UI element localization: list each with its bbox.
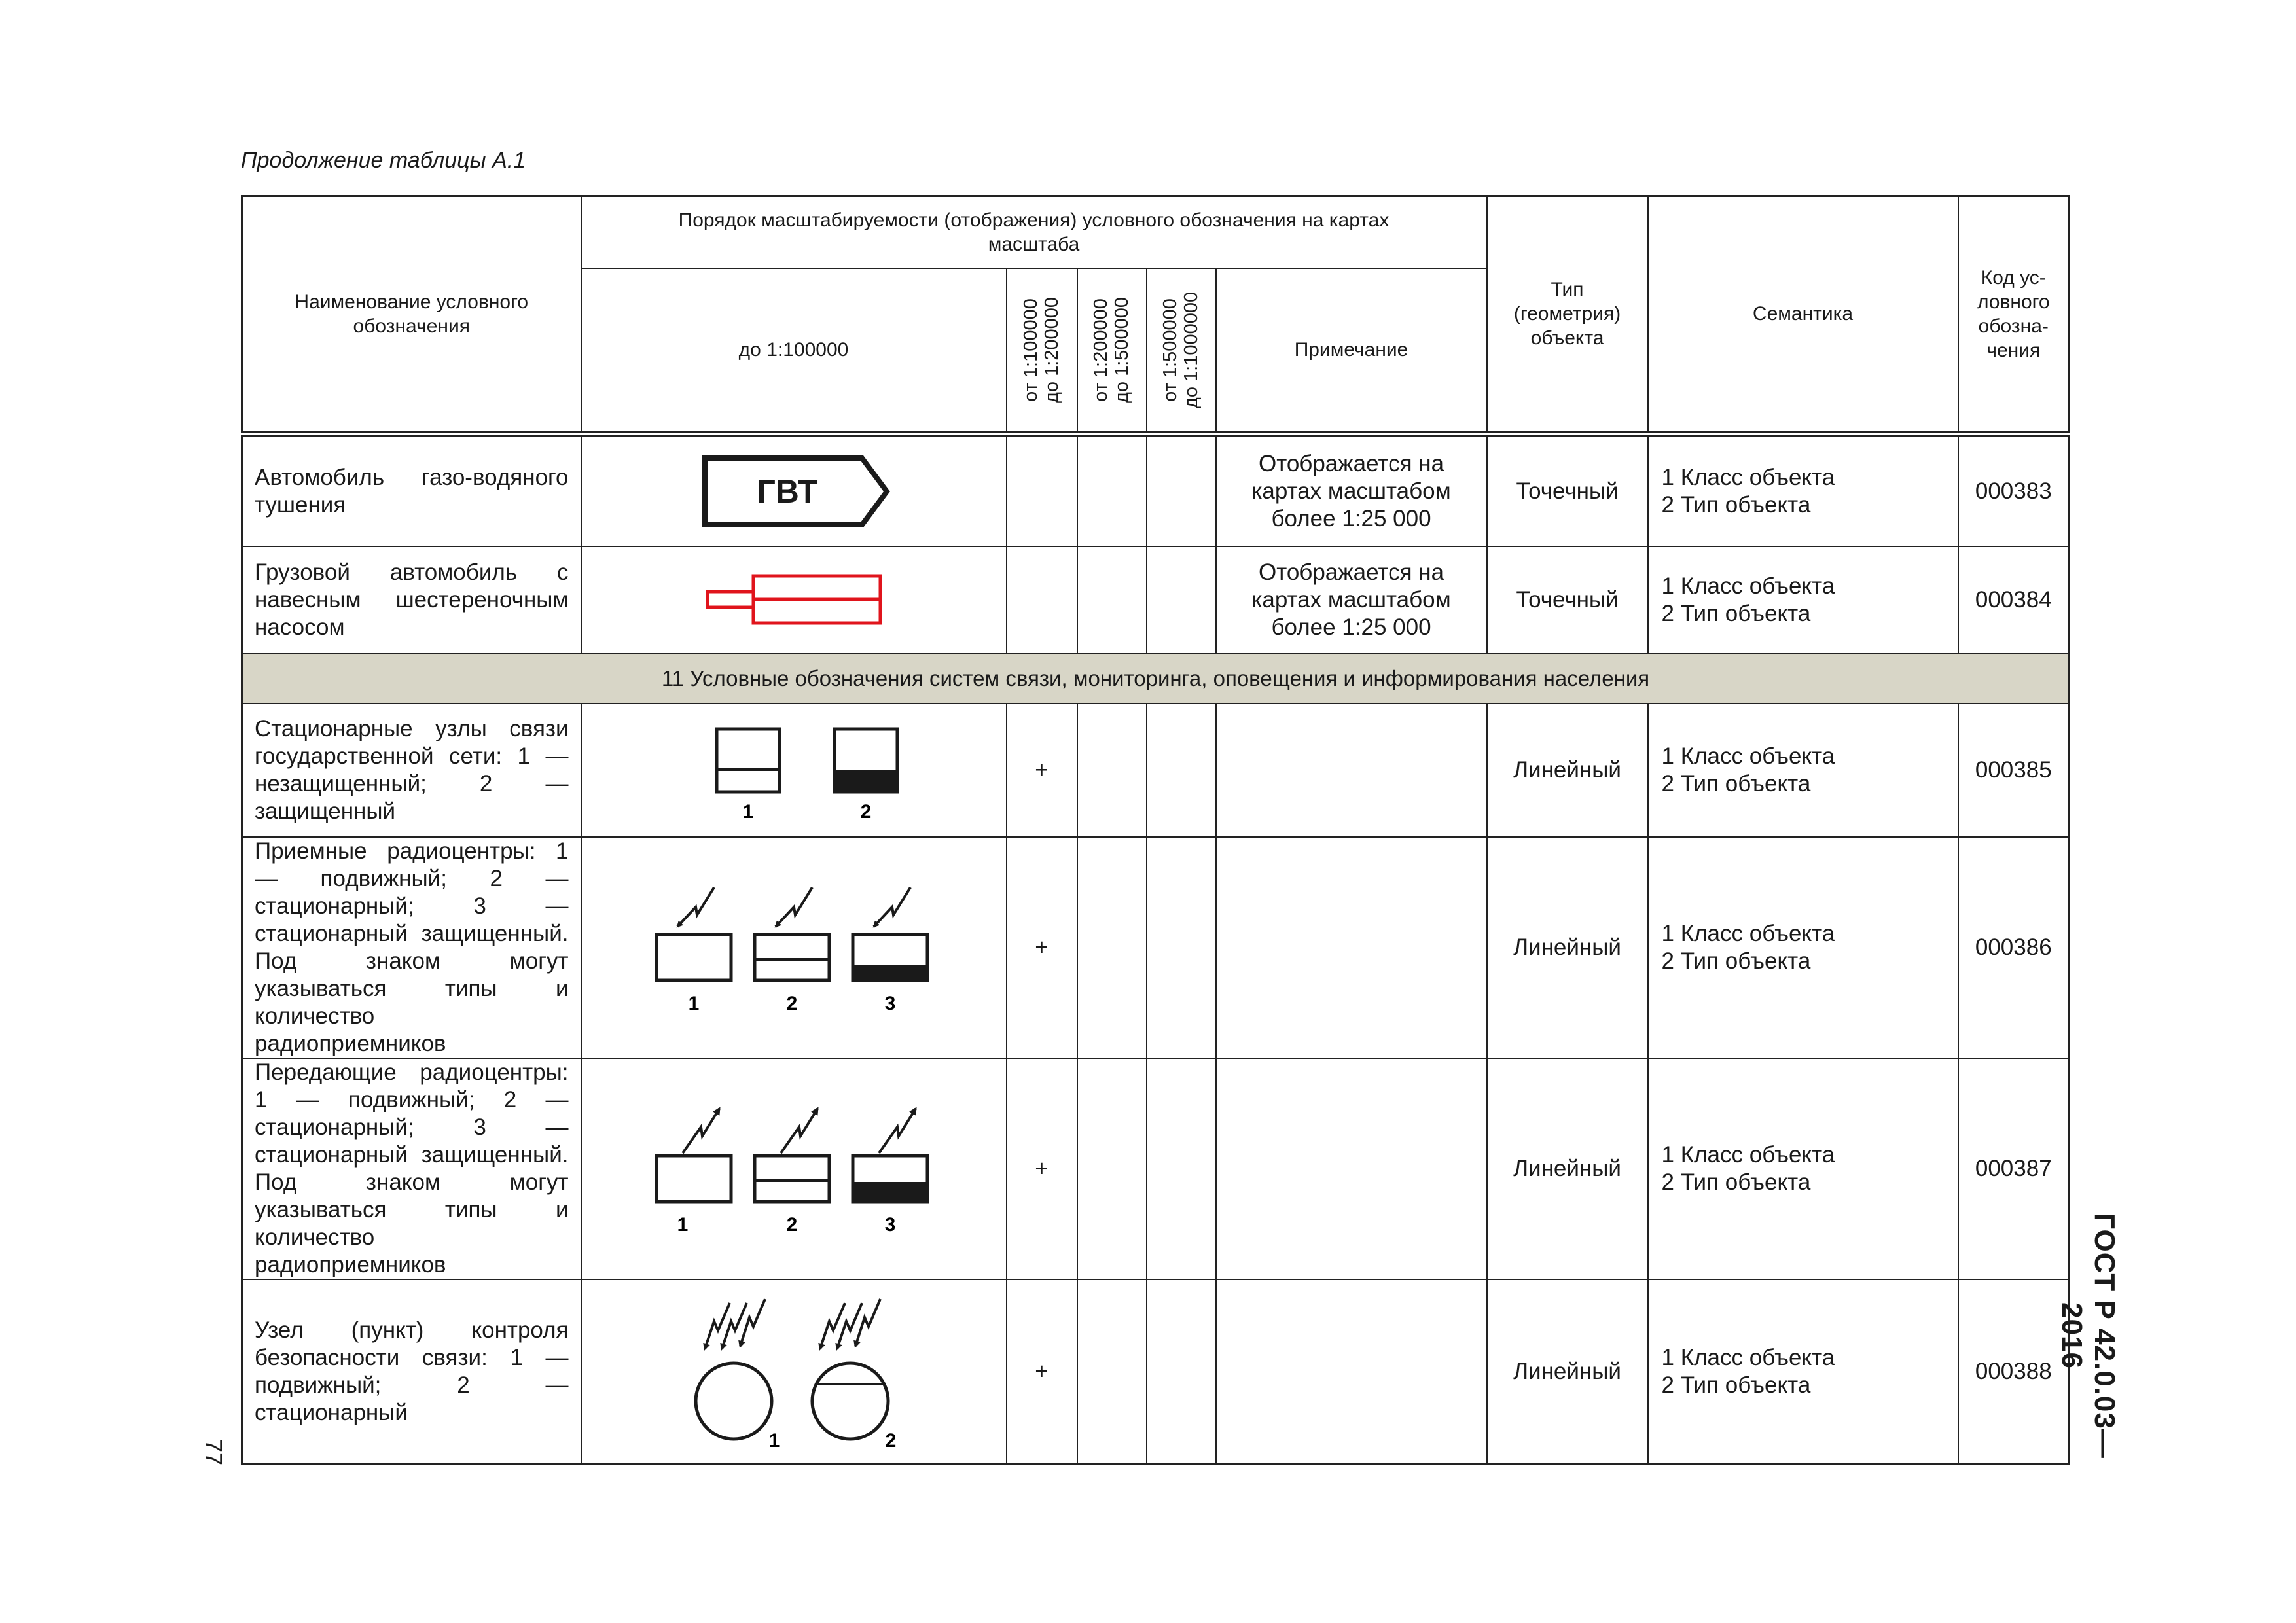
row-code: 000387: [1958, 1058, 2070, 1279]
header-scale-200000: от 1:100000 до 1:200000: [1007, 268, 1077, 435]
table-row: [242, 704, 2070, 837]
row-semantics: 1 Класс объекта 2 Тип объекта: [1648, 1058, 1958, 1279]
scale-cell: [1077, 434, 1147, 546]
row-name: Стационарные узлы связи государственной сети: 1 — незащищенный; 2 — защищенный: [242, 704, 581, 837]
row-note: [1216, 704, 1487, 837]
row-semantics: 1 Класс объекта 2 Тип объекта: [1648, 837, 1958, 1058]
svg-text:1: 1: [768, 1429, 780, 1452]
svg-text:2: 2: [860, 801, 871, 823]
scale-cell: [1007, 434, 1077, 546]
section-title: 11 Условные обозначения систем связи, мониторинга, оповещения и информирования населения: [242, 654, 2070, 704]
row-type: Линейный: [1487, 704, 1648, 837]
scale-cell: [1007, 546, 1077, 654]
pump-truck-icon: [581, 546, 1007, 654]
table-row: [242, 546, 2070, 654]
header-code: Код ус-ловного обозна-чения: [1958, 196, 2070, 435]
row-name: Узел (пункт) контроля безопасности связи: 1 — подвижный; 2 — стационарный: [242, 1279, 581, 1464]
svg-text:2: 2: [885, 1429, 896, 1452]
security-control-icon: [581, 1279, 1007, 1464]
svg-text:3: 3: [884, 993, 895, 1014]
scale-cell: [1147, 1058, 1216, 1279]
receiving-radio-icon: [581, 837, 1007, 1058]
scale-cell: +: [1007, 1058, 1077, 1279]
row-semantics: 1 Класс объекта 2 Тип объекта: [1648, 434, 1958, 546]
header-note: Примечание: [1216, 268, 1487, 435]
scale-cell: [1077, 1279, 1147, 1464]
table-row: [242, 837, 2070, 1058]
scale-cell: +: [1007, 1279, 1077, 1464]
comm-node-icon: [581, 704, 1007, 837]
scale-cell: [1077, 1058, 1147, 1279]
header-scale-1000000: от 1:500000 до 1:1000000: [1147, 268, 1216, 435]
row-semantics: 1 Класс объекта 2 Тип объекта: [1648, 704, 1958, 837]
gvt-vehicle-icon: [581, 434, 1007, 546]
svg-text:ГВТ: ГВТ: [756, 473, 818, 510]
scale-cell: [1147, 837, 1216, 1058]
row-name: Передающие радиоцентры: 1 — подвижный; 2 — стационарный; 3 — стационарный защищенный. Под знаком могут указываться типы и количество радиоприемников: [242, 1058, 581, 1279]
scale-cell: +: [1007, 837, 1077, 1058]
scale-cell: [1147, 434, 1216, 546]
scale-cell: [1147, 704, 1216, 837]
table-row: [242, 434, 2070, 546]
header-scale-500000: от 1:200000 до 1:500000: [1077, 268, 1147, 435]
row-name: Грузовой автомобиль с навесным шестереночным насосом: [242, 546, 581, 654]
row-code: 000385: [1958, 704, 2070, 837]
row-semantics: 1 Класс объекта 2 Тип объекта: [1648, 546, 1958, 654]
row-type: Точечный: [1487, 434, 1648, 546]
symbols-table: [241, 195, 2070, 1465]
svg-text:2: 2: [786, 993, 797, 1014]
page-number: 77: [200, 1439, 227, 1466]
svg-text:2: 2: [786, 1214, 797, 1236]
row-type: Линейный: [1487, 1058, 1648, 1279]
table-row: [242, 1058, 2070, 1279]
row-name: Автомобиль газо-водяного тушения: [242, 434, 581, 546]
scale-cell: [1077, 704, 1147, 837]
header-name: Наименование условного обозначения: [242, 196, 581, 435]
row-code: 000384: [1958, 546, 2070, 654]
row-code: 000386: [1958, 837, 2070, 1058]
row-note: [1216, 1058, 1487, 1279]
row-type: Линейный: [1487, 837, 1648, 1058]
header-semantics: Семантика: [1648, 196, 1958, 435]
row-code: 000383: [1958, 434, 2070, 546]
scale-cell: [1147, 546, 1216, 654]
header-type: Тип (геометрия) объекта: [1487, 196, 1648, 435]
row-note: Отображается на картах масштабом более 1:25 000: [1216, 434, 1487, 546]
row-note: Отображается на картах масштабом более 1:25 000: [1216, 546, 1487, 654]
row-code: 000388: [1958, 1279, 2070, 1464]
scale-cell: +: [1007, 704, 1077, 837]
scale-cell: [1077, 546, 1147, 654]
svg-text:1: 1: [677, 1214, 688, 1236]
row-note: [1216, 837, 1487, 1058]
scale-cell: [1077, 837, 1147, 1058]
row-name: Приемные радиоцентры: 1 — подвижный; 2 — стационарный; 3 — стационарный защищенный. Под знаком могут указываться типы и количество радиоприемников: [242, 837, 581, 1058]
row-semantics: 1 Класс объекта 2 Тип объекта: [1648, 1279, 1958, 1464]
row-type: Точечный: [1487, 546, 1648, 654]
header-scale-group: Порядок масштабируемости (отображения) условного обозначения на картах масштаба: [581, 196, 1487, 268]
svg-text:1: 1: [742, 801, 753, 823]
row-type: Линейный: [1487, 1279, 1648, 1464]
row-note: [1216, 1279, 1487, 1464]
section-header: [242, 654, 2070, 704]
svg-text:1: 1: [688, 993, 699, 1014]
scale-cell: [1147, 1279, 1216, 1464]
transmitting-radio-icon: [581, 1058, 1007, 1279]
header-scale-100000: до 1:100000: [581, 268, 1007, 435]
svg-text:3: 3: [884, 1214, 895, 1236]
table-caption: Продолжение таблицы А.1: [241, 148, 526, 173]
document-standard-title: ГОСТ Р 42.0.03—2016: [2056, 1213, 2121, 1459]
table-row: [242, 1279, 2070, 1464]
